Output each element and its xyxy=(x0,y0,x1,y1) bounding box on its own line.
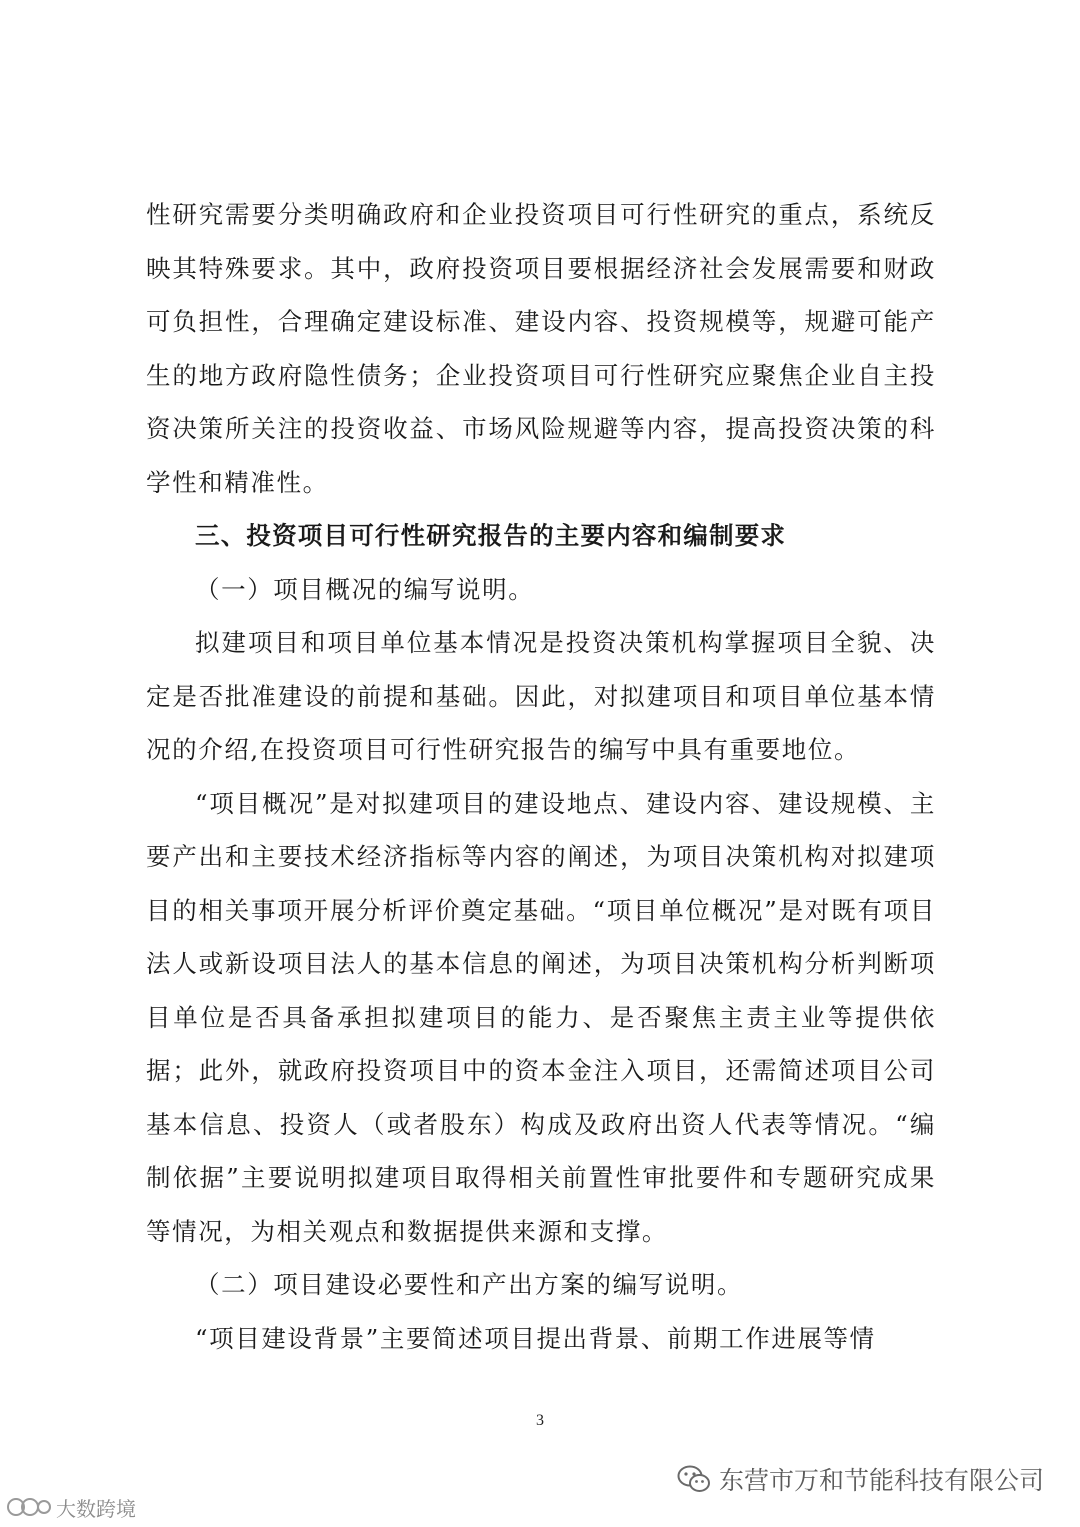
section-heading: 三、投资项目可行性研究报告的主要内容和编制要求 xyxy=(195,521,787,550)
paragraph-background: “项目建设背景”主要简述项目提出背景、前期工作进展等情 xyxy=(195,1323,876,1353)
page-number: 3 xyxy=(536,1412,544,1429)
wechat-account-name: 东营市万和节能科技有限公司 xyxy=(718,1466,1044,1495)
site-watermark xyxy=(6,1490,136,1524)
wechat-icon xyxy=(677,1465,711,1493)
site-watermark-text: 大数跨境 xyxy=(56,1496,136,1521)
subsection-heading-2: （二）项目建设必要性和产出方案的编写说明。 xyxy=(195,1270,744,1299)
paragraph-overview-details: “项目概况”是对拟建项目的建设地点、建设内容、建设规模、主要产出和主要技术经济指标等内容的阐述，为项目决策机构对拟建项目的相关事项开展分析评价奠定基础。“项目单位概况”是对既有项目法人或新设项目法人的基本信息的阐述，为项目决策机构分析判断项目单位是否具备承担拟建项目的能力、是否聚焦主责主业等提供依据；此外，就政府投资项目中的资本金注入项目，还需简述项目公司基本信息、投资人（或者股东）构成及政府出资人代表等情况。“编制依据”主要说明拟建项目取得相关前置性审批要件和专题研究成果等情况，为相关观点和数据提供来源和支撑。 xyxy=(146,788,936,1246)
wechat-watermark xyxy=(677,1459,1044,1499)
subsection-heading-1: （一）项目概况的编写说明。 xyxy=(195,574,535,604)
document-body xyxy=(146,188,936,1365)
paragraph-project-overview: 拟建项目和项目单位基本情况是投资决策机构掌握项目全貌、决定是否批准建设的前提和基础。因此，对拟建项目和项目单位基本情况的介绍,在投资项目可行性研究报告的编写中具有重要地位。 xyxy=(146,628,936,764)
paragraph-continuation: 性研究需要分类明确政府和企业投资项目可行性研究的重点，系统反映其特殊要求。其中，政府投资项目要根据经济社会发展需要和财政可负担性，合理确定建设标准、建设内容、投资规模等，规避可能产生的地方政府隐性债务；企业投资项目可行性研究应聚焦企业自主投资决策所关注的投资收益、市场风险规避等内容，提高投资决策的科学性和精准性。 xyxy=(146,200,936,497)
logo-icon xyxy=(6,1496,52,1518)
